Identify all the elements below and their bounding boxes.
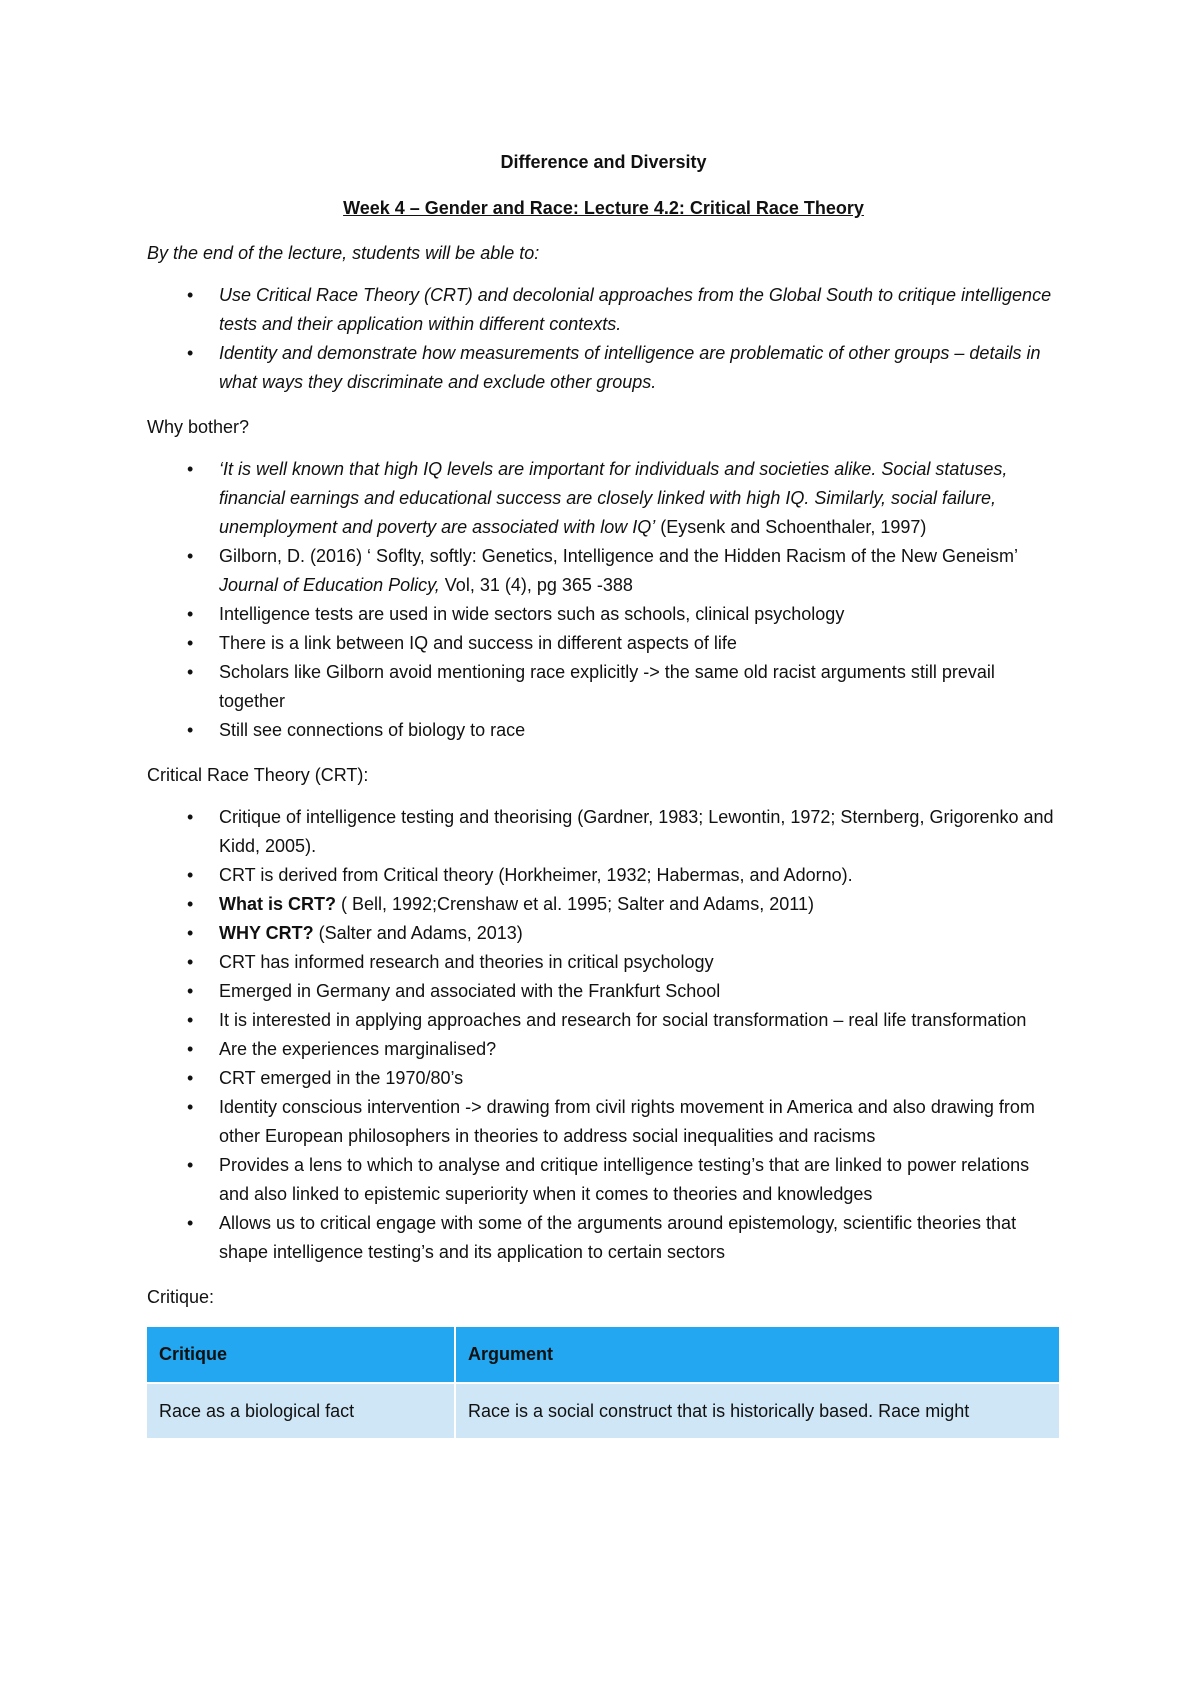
document-title: Difference and Diversity	[500, 152, 707, 172]
list-item: • Identity conscious intervention -> drawing from civil rights movement in America and also drawing from other European philosophers in theories to address social inequalities and racisms	[147, 1093, 1060, 1151]
table-cell: Race as a biological fact	[147, 1384, 454, 1438]
journal-name: Journal of Education Policy,	[219, 575, 440, 595]
crt-list	[147, 803, 1060, 1267]
bullet-icon: •	[187, 1213, 194, 1233]
why-heading: Why bother?	[147, 417, 250, 437]
table-cell: Race is a social construct that is historically based. Race might	[456, 1384, 1059, 1438]
list-item: • Emerged in Germany and associated with the Frankfurt School	[147, 977, 1060, 1006]
list-item: • Allows us to critical engage with some of the arguments around epistemology, scientific theories that shape intelligence testing’s and its application to certain sectors	[147, 1209, 1060, 1267]
list-item: • Intelligence tests are used in wide sectors such as schools, clinical psychology	[147, 600, 1060, 629]
list-item: • Are the experiences marginalised?	[147, 1035, 1060, 1064]
list-item: • Identity and demonstrate how measurements of intelligence are problematic of other groups – details in what ways they discriminate and exclude other groups.	[147, 339, 1060, 397]
bullet-icon: •	[187, 894, 194, 914]
crt-heading: Critical Race Theory (CRT):	[147, 765, 369, 785]
list-item: • WHY CRT? (Salter and Adams, 2013)	[147, 919, 1060, 948]
list-item: • Provides a lens to which to analyse and critique intelligence testing’s that are linked to power relations and also linked to epistemic superiority when it comes to theories and knowledges	[147, 1151, 1060, 1209]
critique-heading: Critique:	[147, 1287, 215, 1307]
table-header-cell: Critique	[147, 1327, 454, 1382]
bullet-icon: •	[187, 923, 194, 943]
intro-text: By the end of the lecture, students will be able to:	[147, 243, 540, 263]
quote-citation: (Eysenk and Schoenthaler, 1997)	[655, 517, 927, 537]
list-item: • It is interested in applying approaches and research for social transformation – real life transformation	[147, 1006, 1060, 1035]
list-item: • Gilborn, D. (2016) ‘ Soflty, softly: Genetics, Intelligence and the Hidden Racism of the New Geneism’ Journal of Education Policy, Vol, 31 (4), pg 365 -388	[147, 542, 1060, 600]
list-item: • Critique of intelligence testing and theorising (Gardner, 1983; Lewontin, 1972; Sternberg, Grigorenko and Kidd, 2005).	[147, 803, 1060, 861]
bullet-icon: •	[187, 952, 194, 972]
list-item: • Still see connections of biology to race	[147, 716, 1060, 745]
list-item	[147, 455, 1060, 542]
bullet-icon: •	[187, 662, 194, 682]
bullet-icon: •	[187, 865, 194, 885]
why-list	[147, 455, 1060, 745]
bullet-icon: •	[187, 981, 194, 1001]
table-header-row	[147, 1327, 1059, 1382]
quote-text: ‘It is well known that high IQ levels are important for individuals and societies alike. Social statuses, financial earnings and educational success are closely linked with high IQ. Similarly, social failure, unemployment and poverty are associated with low IQ’	[219, 459, 1008, 537]
objectives-list	[147, 281, 1060, 397]
bullet-icon: •	[187, 1097, 194, 1117]
bullet-icon: •	[187, 343, 194, 363]
bullet-icon: •	[187, 633, 194, 653]
table-header-cell: Argument	[456, 1327, 1059, 1382]
list-item: • CRT is derived from Critical theory (Horkheimer, 1932; Habermas, and Adorno).	[147, 861, 1060, 890]
bullet-icon: •	[187, 546, 194, 566]
bullet-icon: •	[187, 1068, 194, 1088]
lecture-subtitle: Week 4 – Gender and Race: Lecture 4.2: Critical Race Theory	[343, 198, 864, 218]
list-item: • Use Critical Race Theory (CRT) and decolonial approaches from the Global South to critique intelligence tests and their application within different contexts.	[147, 281, 1060, 339]
list-item: • What is CRT? ( Bell, 1992;Crenshaw et al. 1995; Salter and Adams, 2011)	[147, 890, 1060, 919]
bullet-icon: •	[187, 1155, 194, 1175]
bullet-icon: •	[187, 459, 194, 479]
bullet-icon: •	[187, 604, 194, 624]
bullet-icon: •	[187, 1010, 194, 1030]
critique-table	[145, 1325, 1061, 1440]
bullet-icon: •	[187, 807, 194, 827]
bullet-icon: •	[187, 285, 194, 305]
list-item: • CRT emerged in the 1970/80’s	[147, 1064, 1060, 1093]
table-row	[147, 1384, 1059, 1438]
list-item: • Scholars like Gilborn avoid mentioning race explicitly -> the same old racist arguments still prevail together	[147, 658, 1060, 716]
bullet-icon: •	[187, 720, 194, 740]
bullet-icon: •	[187, 1039, 194, 1059]
list-item: • CRT has informed research and theories in critical psychology	[147, 948, 1060, 977]
list-item: • There is a link between IQ and success in different aspects of life	[147, 629, 1060, 658]
